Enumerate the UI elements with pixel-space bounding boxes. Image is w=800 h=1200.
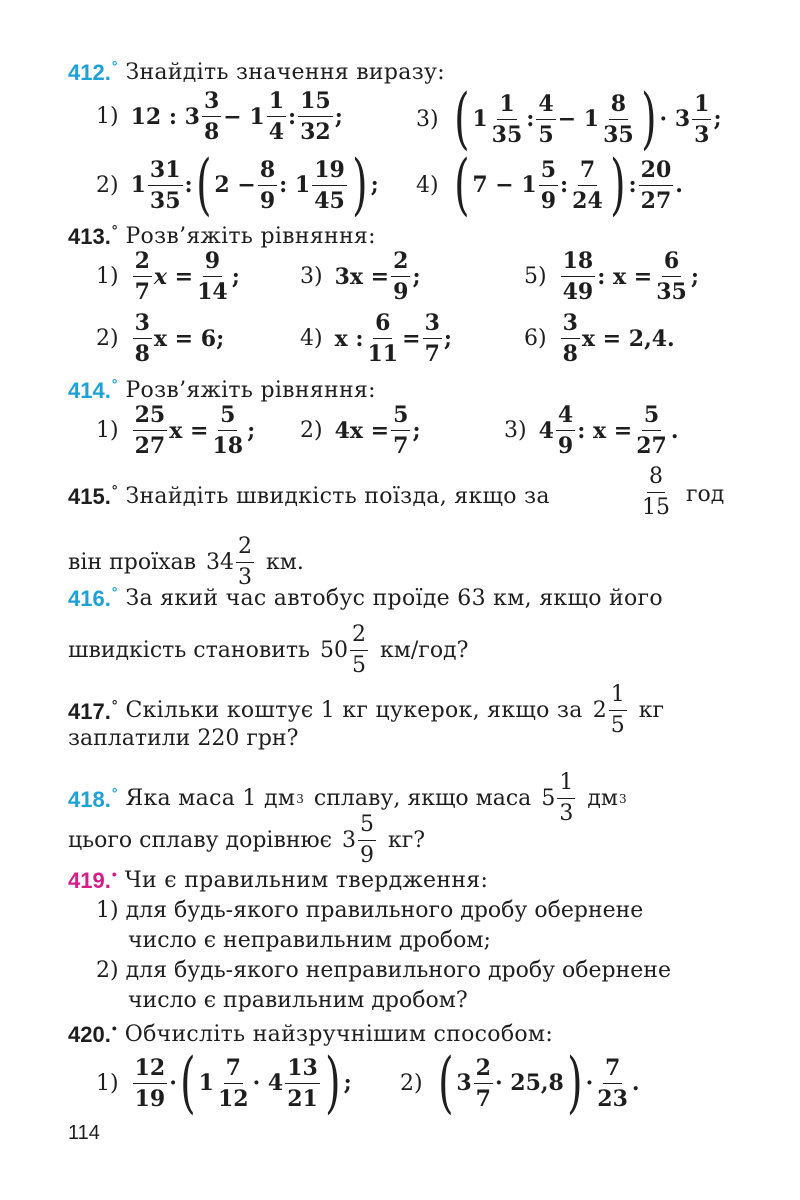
problem-text: Обчисліть найзручнішим способом:	[124, 1021, 554, 1047]
problem-text: Знайдіть значення виразу:	[125, 59, 445, 85]
unit-hours: год	[686, 482, 725, 507]
problem-number: 415.°	[68, 482, 118, 509]
expression-412-1: 1) 12 : 3 $\frac{3}{8}$ − 1 $\frac{1}{4}$ : $\frac{15}{32}$ ;	[96, 88, 343, 145]
problem-number: 414.°	[68, 376, 118, 403]
equation-413-5: 5) $\frac{18}{49}$ : x = $\frac{6}{35}$ ;	[524, 248, 699, 305]
problem-417-line-2: заплатили 220 грн?	[68, 726, 299, 751]
problem-420-heading	[68, 1020, 553, 1048]
problem-414-heading	[68, 376, 376, 404]
fraction-time: $\frac{8}{15}$	[642, 464, 670, 520]
problem-415-line-1: 415.° Знайдіть швидкість поїзда, якщо за	[68, 482, 550, 509]
problem-number: 417.°	[68, 696, 118, 724]
problem-417-line-1: 417.° Скільки коштує 1 кг цукерок, якщо за 2 $\frac{1}{5}$ кг	[68, 682, 664, 738]
equation-413-3: 3) 3x = $\frac{2}{9}$ ;	[300, 248, 421, 305]
expression-412-2: 2) 1 $\frac{31}{35}$ : ( 2 − $\frac{8}{9}$ : 1 $\frac{19}{45}$ ) ;	[96, 146, 379, 223]
problem-number: 412.°	[68, 58, 118, 85]
equation-414-2: 2) 4x = $\frac{5}{7}$ ;	[300, 402, 421, 459]
equation-414-3: 3) 4 $\frac{4}{9}$ : x = $\frac{5}{27}$ .	[504, 402, 679, 459]
statement-1-line-1: 1) для будь-якого правильного дробу обернене	[96, 898, 644, 923]
problem-number: 416.°	[68, 584, 118, 611]
problem-text: Чи є правильним твердження:	[124, 867, 489, 893]
expression-420-1: 1) $\frac{12}{19}$ · ( 1 $\frac{7}{12}$ · 4 $\frac{13}{21}$ ) ;	[96, 1044, 352, 1121]
problem-416-line-1: 416.° За який час автобус проїде 63 км, якщо його	[68, 584, 663, 611]
problem-418-line-2: цього сплаву дорівнює 3 $\frac{5}{9}$ кг?	[68, 812, 426, 868]
statement-2-line-2: число є правильним дробом?	[128, 988, 468, 1013]
problem-text: Розв’яжіть рівняння:	[125, 377, 376, 403]
page-number: 114	[68, 1122, 100, 1144]
problem-412-heading	[68, 58, 445, 86]
equation-413-6: 6) $\frac{3}{8}$ x = 2,4.	[524, 310, 675, 367]
problem-number: 413.°	[68, 222, 118, 249]
problem-419-heading	[68, 866, 488, 894]
expression-412-3: 3) ( 1 $\frac{1}{35}$ : $\frac{4}{5}$ − 1 $\frac{8}{35}$ ) · 3 $\frac{1}{3}$ ;	[416, 80, 722, 157]
problem-number: 419.•	[68, 866, 117, 893]
problem-416-line-2: швидкість становить 50 $\frac{2}{5}$ км/год?	[68, 622, 469, 678]
expression-412-4: 4) ( 7 − 1 $\frac{5}{9}$ : $\frac{7}{24}$ ) : $\frac{20}{27}$ .	[416, 146, 683, 223]
statement-1-line-2: число є неправильним дробом;	[128, 928, 491, 953]
problem-number: 418.°	[68, 784, 118, 812]
expression-420-2: 2) ( 3 $\frac{2}{7}$ · 25,8 ) · $\frac{7}{23}$ .	[400, 1044, 640, 1121]
equation-414-1: 1) $\frac{25}{27}$ x = $\frac{5}{18}$ ;	[96, 402, 256, 459]
problem-text: Розв’яжіть рівняння:	[125, 223, 376, 249]
problem-415-line-2: він проїхав 34 $\frac{2}{3}$ км.	[68, 534, 304, 590]
equation-413-1: 1) $\frac{2}{7}$ x = $\frac{9}{14}$ ;	[96, 248, 240, 305]
equation-413-4: 4) x : $\frac{6}{11}$ = $\frac{3}{7}$ ;	[300, 310, 452, 367]
problem-413-heading	[68, 222, 376, 250]
statement-2-line-1: 2) для будь-якого неправильного дробу обернене	[96, 958, 671, 983]
problem-number: 420.•	[68, 1020, 117, 1047]
problem-418-line-1: 418.° Яка маса 1 дм 3 сплаву, якщо маса 5 $\frac{1}{3}$ дм 3	[68, 770, 627, 826]
equation-413-2: 2) $\frac{3}{8}$ x = 6;	[96, 310, 225, 367]
